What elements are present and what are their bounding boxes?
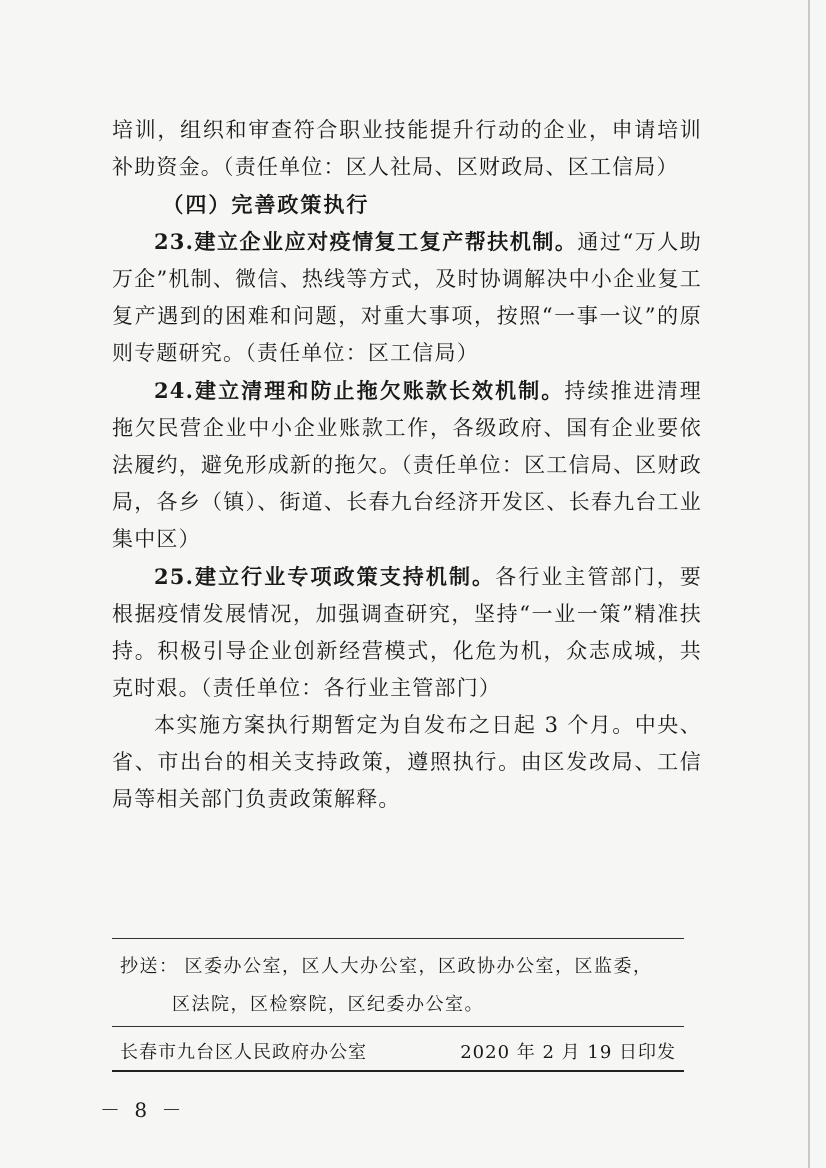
cc-recipients-1: 区委办公室，区人大办公室，区政协办公室，区监委， bbox=[184, 956, 653, 977]
item-25-paragraph bbox=[112, 558, 702, 707]
item-24-paragraph bbox=[112, 372, 702, 558]
continuation-paragraph: 培训，组织和审查符合职业技能提升行动的企业，申请培训补助资金。（责任单位：区人社局、区财政局、区工信局） bbox=[112, 118, 702, 179]
footer-top-rule bbox=[112, 938, 684, 939]
item-23-title: 23.建立企业应对疫情复工复产帮扶机制。 bbox=[154, 229, 578, 254]
footer-bottom-rule bbox=[112, 1070, 684, 1072]
page-edge-line bbox=[808, 0, 810, 1168]
page-number: － 8 － bbox=[100, 1098, 186, 1122]
section-heading: （四）完善政策执行 bbox=[162, 192, 370, 217]
document-body bbox=[112, 112, 702, 818]
closing-paragraph: 本实施方案执行期暂定为自发布之日起 3 个月。中央、省、市出台的相关支持政策，遵照执行。由区发改局、工信局等相关部门负责政策解释。 bbox=[112, 713, 702, 811]
cc-line-1 bbox=[120, 952, 653, 978]
footer-middle-rule bbox=[112, 1026, 684, 1027]
issue-date: 2020 年 2 月 19 日印发 bbox=[460, 1042, 676, 1063]
cc-label: 抄送： bbox=[120, 956, 179, 977]
item-24-body: 持续推进清理拖欠民营企业中小企业账款工作，各级政府、国有企业要依法履约，避免形成新的拖欠。（责任单位：区工信局、区财政局，各乡（镇）、街道、长春九台经济开发区、长春九台工业集中区） bbox=[112, 379, 702, 551]
item-23-paragraph bbox=[112, 223, 702, 372]
cc-recipients-2: 区法院，区检察院，区纪委办公室。 bbox=[172, 994, 484, 1015]
item-23-body: 通过“万人助万企”机制、微信、热线等方式，及时协调解决中小企业复工复产遇到的困难和问题，对重大事项，按照“一事一议”的原则专题研究。（责任单位：区工信局） bbox=[112, 230, 702, 365]
item-25-title: 25.建立行业专项政策支持机制。 bbox=[154, 564, 496, 589]
item-24-title: 24.建立清理和防止拖欠账款长效机制。 bbox=[154, 378, 565, 403]
issuing-office: 长春市九台区人民政府办公室 bbox=[120, 1042, 367, 1063]
item-25-body: 各行业主管部门，要根据疫情发展情况，加强调查研究，坚持“一业一策”精准扶持。积极引导企业创新经营模式，化危为机，众志成城，共克时艰。（责任单位：各行业主管部门） bbox=[112, 565, 702, 700]
